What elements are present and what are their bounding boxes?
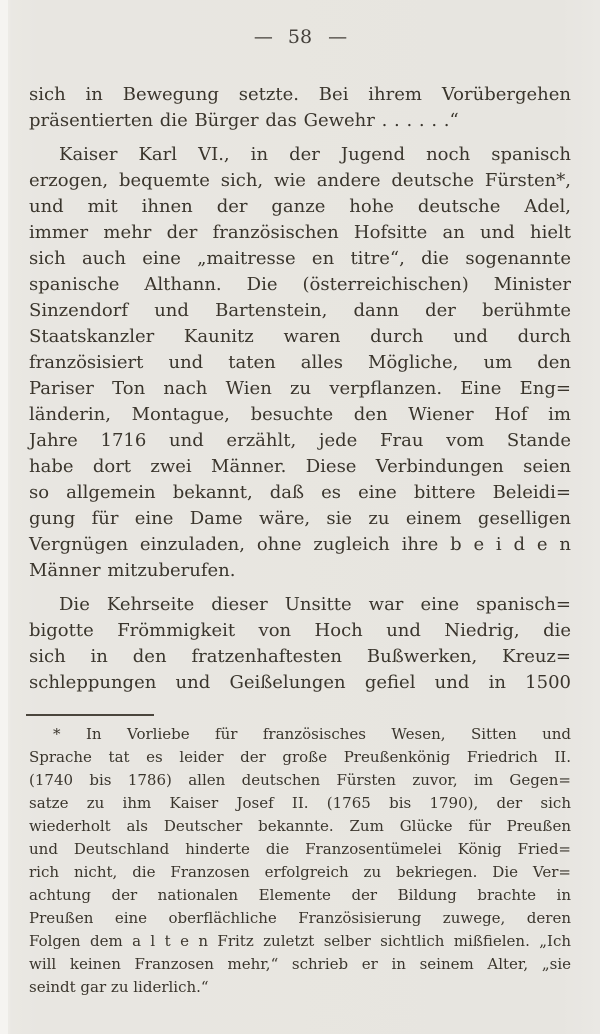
text-line: so allgemein bekannt, daß es eine bittere Beleidi= — [29, 482, 571, 503]
text-line: spanische Althann. Die (österreichischen) Minister — [29, 274, 571, 295]
text-line: Kaiser Karl VI., in der Jugend noch spanisch — [59, 144, 571, 165]
header-dash-right: — — [328, 26, 347, 48]
text-line: erzogen, bequemte sich, wie andere deutsche Fürsten*, — [29, 170, 571, 191]
text-line: länderin, Montague, besuchte den Wiener Hof im — [29, 404, 571, 425]
footnote-line: will keinen Franzosen mehr,“ schrieb er in seinem Alter, „sie — [29, 955, 571, 973]
header-dash-left: — — [253, 26, 272, 48]
footnote-line: Preußen eine oberflächliche Französisierung zuwege, deren — [29, 909, 571, 927]
text-line: Die Kehrseite dieser Unsitte war eine spanisch= — [59, 594, 571, 615]
footnote-line: rich nicht, die Franzosen erfolgreich zu bekriegen. Die Ver= — [29, 863, 571, 881]
text-line: Staatskanzler Kaunitz waren durch und durch — [29, 326, 571, 347]
footnote-line: (1740 bis 1786) allen deutschen Fürsten zuvor, im Gegen= — [29, 771, 571, 789]
main-text — [29, 82, 571, 704]
text-line: präsentierten die Bürger das Gewehr . . . . . .“ — [29, 110, 459, 131]
text-line: Männer mitzuberufen. — [29, 560, 236, 581]
scan-edge — [0, 0, 8, 1034]
page-number: 58 — [287, 26, 313, 48]
footnote — [29, 723, 571, 999]
text-line: sich in den fratzenhaftesten Bußwerken, Kreuz= — [29, 646, 571, 667]
paragraph-1 — [29, 82, 571, 134]
text-line: Sinzendorf und Bartenstein, dann der berühmte — [29, 300, 571, 321]
footnote-line: satze zu ihm Kaiser Josef II. (1765 bis 1790), der sich — [29, 794, 571, 812]
paragraph-3 — [29, 592, 571, 696]
footnote-line: wiederholt als Deutscher bekannte. Zum Glücke für Preußen — [29, 817, 571, 835]
text-line: Pariser Ton nach Wien zu verpflanzen. Eine Eng= — [29, 378, 571, 399]
page-header — [0, 26, 600, 48]
text-line: und mit ihnen der ganze hohe deutsche Adel, — [29, 196, 571, 217]
text-line: schleppungen und Geißelungen gefiel und in 1500 — [29, 672, 571, 693]
text-line: sich in Bewegung setzte. Bei ihrem Vorübergehen — [29, 84, 571, 105]
text-line: bigotte Frömmigkeit von Hoch und Niedrig, die — [29, 620, 571, 641]
footnote-line: seindt gar zu liderlich.“ — [29, 978, 209, 996]
text-line: immer mehr der französischen Hofsitte an und hielt — [29, 222, 571, 243]
footnote-line: und Deutschland hinderte die Franzosentümelei König Fried= — [29, 840, 571, 858]
text-line: Jahre 1716 und erzählt, jede Frau vom Stande — [29, 430, 571, 451]
text-line: Vergnügen einzuladen, ohne zugleich ihre b e i d e n — [29, 534, 571, 555]
paragraph-2 — [29, 142, 571, 584]
footnote-line: Folgen dem a l t e n Fritz zuletzt selber sichtlich mißfielen. „Ich — [29, 932, 571, 950]
footnote-rule — [26, 714, 154, 716]
text-line: sich auch eine „maitresse en titre“, die sogenannte — [29, 248, 571, 269]
text-line: französisiert und taten alles Mögliche, um den — [29, 352, 571, 373]
footnote-line: achtung der nationalen Elemente der Bildung brachte in — [29, 886, 571, 904]
footnote-line: Sprache tat es leider der große Preußenkönig Friedrich II. — [29, 748, 571, 766]
footnote-line: * In Vorliebe für französisches Wesen, Sitten und — [53, 725, 571, 743]
text-line: gung für eine Dame wäre, sie zu einem geselligen — [29, 508, 571, 529]
text-line: habe dort zwei Männer. Diese Verbindungen seien — [29, 456, 571, 477]
